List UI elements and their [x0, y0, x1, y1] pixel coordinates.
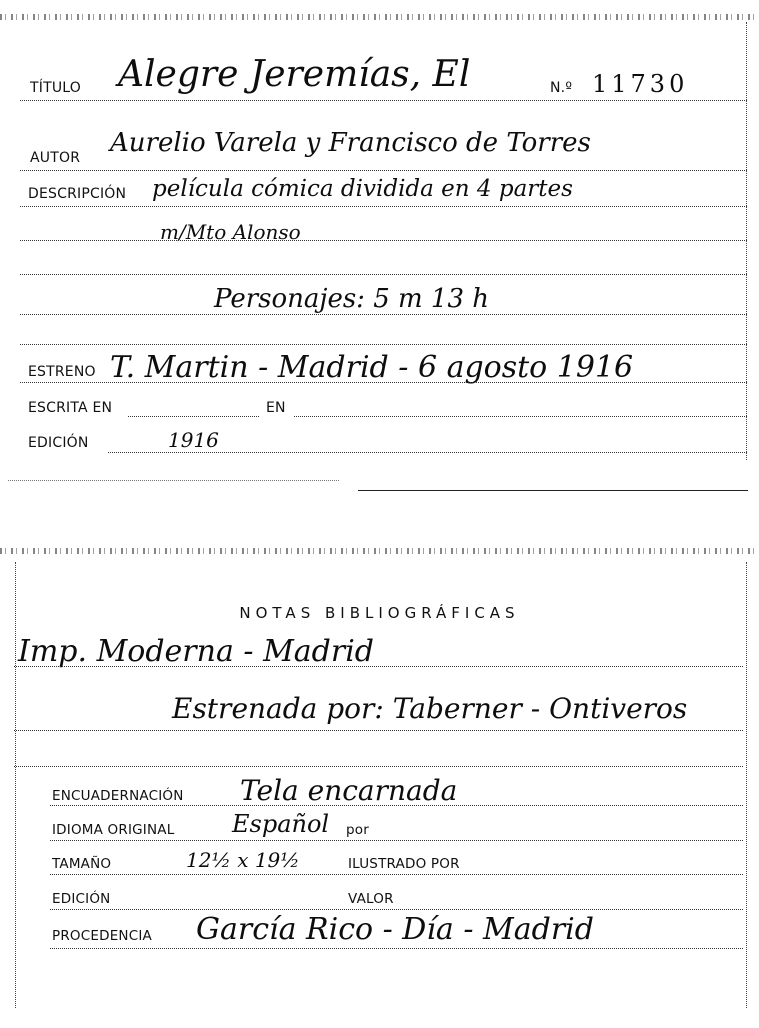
descripcion-label: DESCRIPCIÓN — [28, 186, 127, 202]
card-bottom-line — [358, 490, 748, 491]
autor-rule — [20, 170, 747, 171]
estreno-value: T. Martin - Madrid - 6 agosto 1916 — [110, 350, 634, 385]
idioma-rule — [50, 840, 743, 841]
descripcion-rule-2 — [20, 240, 747, 241]
card-right-edge — [745, 22, 747, 460]
estreno-rule — [20, 382, 747, 383]
estreno-label: ESTRENO — [28, 364, 96, 380]
note-2-rule — [14, 730, 743, 731]
edicion-rule-2 — [50, 909, 743, 910]
personajes-rule — [20, 314, 747, 315]
edicion-label: EDICIÓN — [28, 435, 89, 451]
por-label: por — [346, 822, 369, 838]
idioma-value: Español — [232, 810, 330, 838]
numero-label: N.º — [550, 80, 573, 96]
note-2: Estrenada por: Taberner - Ontiveros — [172, 692, 688, 725]
card-bottom-top-edge — [0, 548, 759, 554]
note-1: Imp. Moderna - Madrid — [18, 634, 375, 669]
tamano-label: TAMAÑO — [52, 856, 112, 872]
edicion-label-2: EDICIÓN — [52, 891, 111, 907]
ilustrado-label: ILUSTRADO POR — [348, 856, 460, 872]
personajes-value: Personajes: 5 m 13 h — [214, 284, 490, 314]
catalog-card-top — [0, 0, 759, 500]
tamano-value: 12½ x 19½ — [186, 848, 300, 872]
titulo-value: Alegre Jeremías, El — [118, 54, 471, 95]
encuadernacion-rule — [50, 805, 743, 806]
blank-rule-3 — [14, 766, 743, 767]
blank-rule-2 — [20, 344, 747, 345]
en-label: EN — [266, 400, 286, 416]
note-1-rule — [14, 666, 743, 667]
card-top-edge — [0, 14, 759, 20]
valor-label: VALOR — [348, 891, 394, 907]
card-right-edge-2 — [745, 562, 747, 1008]
numero-value: 11730 — [592, 70, 689, 98]
descripcion-value-2: m/Mto Alonso — [160, 220, 301, 244]
edicion-rule — [108, 452, 747, 453]
encuadernacion-label: ENCUADERNACIÓN — [52, 788, 184, 804]
card-left-edge — [14, 562, 16, 1008]
descripcion-value: película cómica dividida en 4 partes — [152, 176, 573, 202]
titulo-rule — [20, 100, 747, 101]
procedencia-label: PROCEDENCIA — [52, 928, 152, 944]
card-bottom-dots — [8, 480, 339, 481]
idioma-label: IDIOMA ORIGINAL — [52, 822, 175, 838]
autor-label: AUTOR — [30, 150, 81, 166]
escrita-en-rule — [128, 416, 259, 417]
tamano-rule — [50, 874, 743, 875]
autor-value: Aurelio Varela y Francisco de Torres — [110, 128, 591, 158]
notas-bibliograficas-title: NOTAS BIBLIOGRÁFICAS — [239, 604, 520, 622]
escrita-en-label: ESCRITA EN — [28, 400, 113, 416]
encuadernacion-value: Tela encarnada — [240, 774, 458, 807]
blank-rule-1 — [20, 274, 747, 275]
procedencia-rule — [50, 948, 743, 949]
en-rule — [294, 416, 747, 417]
procedencia-value: García Rico - Día - Madrid — [196, 912, 594, 947]
edicion-value: 1916 — [168, 428, 219, 452]
titulo-label: TÍTULO — [30, 80, 81, 96]
descripcion-rule — [20, 206, 747, 207]
